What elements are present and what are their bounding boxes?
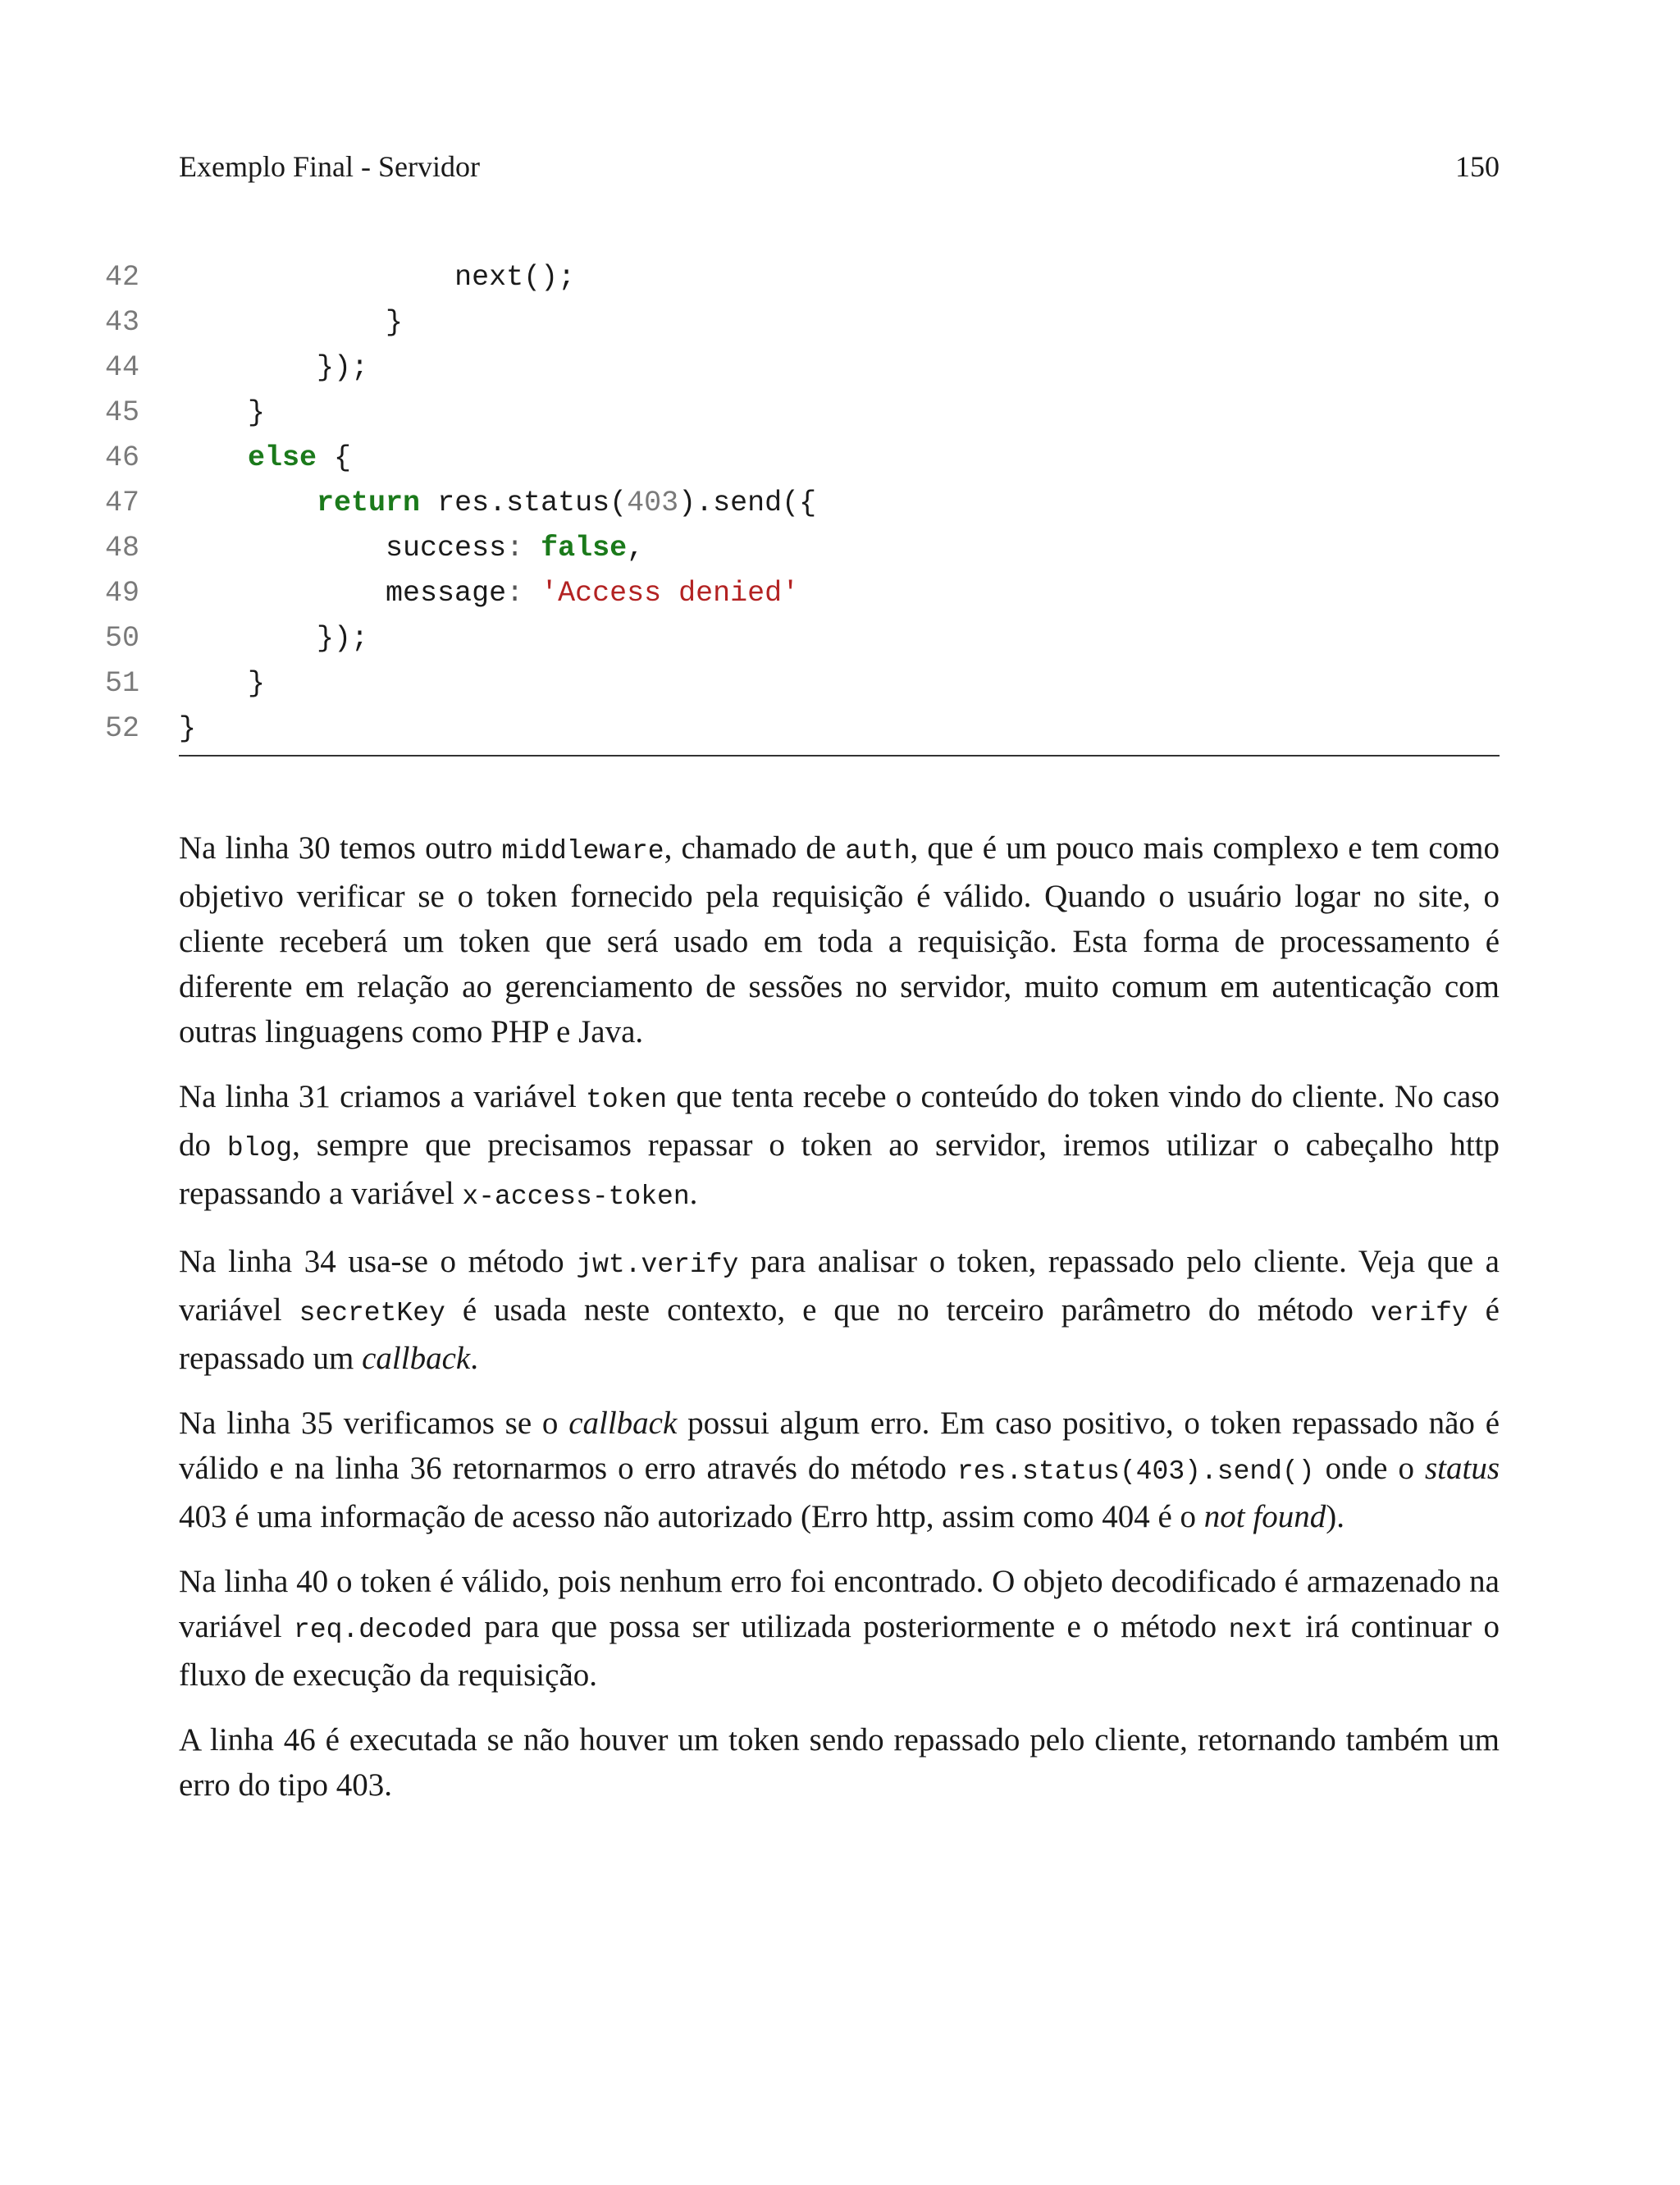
inline-code: token bbox=[586, 1085, 668, 1115]
code-token: 'Access denied' bbox=[541, 577, 800, 610]
body-text bbox=[179, 825, 1500, 1827]
code-line bbox=[0, 436, 1680, 481]
code-token bbox=[523, 577, 541, 610]
line-number: 52 bbox=[104, 712, 139, 745]
code-line bbox=[0, 345, 1680, 391]
emphasis: callback bbox=[568, 1406, 678, 1441]
code-line bbox=[0, 661, 1680, 706]
code-token: success bbox=[386, 532, 507, 565]
code-line bbox=[0, 481, 1680, 526]
code-token: { bbox=[317, 441, 352, 474]
code-token: } bbox=[386, 306, 404, 339]
running-header bbox=[179, 146, 1500, 187]
code-token: }); bbox=[317, 622, 369, 655]
emphasis: callback bbox=[362, 1341, 471, 1376]
inline-code: req.decoded bbox=[294, 1615, 472, 1645]
line-number: 49 bbox=[104, 577, 139, 610]
code-token: , bbox=[627, 532, 645, 565]
code-token bbox=[523, 532, 541, 565]
paragraph: Na linha 30 temos outro middleware, chamado de auth, que é um pouco mais complexo e tem como objetivo verificar se o token fornecido pela requisição é válido. Quando o usuário logar no site, o cliente receberá um token que será usado em toda a requisição. Esta forma de processamento é diferente em relação ao gerenciamento de sessões no servidor, muito comum em autenticação com outras linguagens como PHP e Java. bbox=[179, 830, 1500, 1049]
code-token: 403 bbox=[627, 487, 679, 519]
code-token: false bbox=[541, 532, 628, 565]
code-text bbox=[179, 436, 351, 481]
code-text bbox=[179, 616, 368, 661]
line-number: 51 bbox=[104, 667, 139, 700]
inline-code: middleware bbox=[501, 836, 664, 866]
code-text bbox=[179, 391, 265, 436]
line-number: 44 bbox=[104, 351, 139, 384]
code-token: else bbox=[248, 441, 317, 474]
line-number: 47 bbox=[104, 487, 139, 519]
line-number: 42 bbox=[104, 261, 139, 294]
code-line bbox=[0, 571, 1680, 616]
code-text bbox=[179, 571, 799, 616]
code-token: message bbox=[386, 577, 507, 610]
paragraph: Na linha 34 usa-se o método jwt.verify para analisar o token, repassado pelo cliente. Veja que a variável secretKey é usada neste contexto, e que no terceiro parâmetro do método verify é repassado um callback. bbox=[179, 1244, 1500, 1376]
code-token: return bbox=[317, 487, 421, 519]
code-line bbox=[0, 255, 1680, 300]
code-token: : bbox=[506, 577, 524, 610]
inline-code: blog bbox=[226, 1133, 293, 1163]
code-text bbox=[179, 345, 368, 391]
inline-code: verify bbox=[1370, 1298, 1468, 1328]
code-token: }); bbox=[317, 351, 369, 384]
code-token: next(); bbox=[454, 261, 576, 294]
code-listing bbox=[0, 255, 1680, 752]
code-line bbox=[0, 526, 1680, 571]
code-line bbox=[0, 391, 1680, 436]
page-number: 150 bbox=[1455, 150, 1500, 183]
code-line bbox=[0, 706, 1680, 752]
inline-code: secretKey bbox=[299, 1298, 445, 1328]
code-line bbox=[0, 616, 1680, 661]
code-line bbox=[0, 300, 1680, 345]
code-text bbox=[179, 481, 816, 526]
line-number: 45 bbox=[104, 396, 139, 429]
paragraph: Na linha 31 criamos a variável token que tenta recebe o conteúdo do token vindo do cliente. No caso do blog, sempre que precisamos repassar o token ao servidor, iremos utilizar o cabeçalho http repassando a variável x-access-token. bbox=[179, 1079, 1500, 1212]
code-text bbox=[179, 526, 644, 571]
chapter-title: Exemplo Final - Servidor bbox=[179, 150, 480, 183]
line-number: 48 bbox=[104, 532, 139, 565]
inline-code: next bbox=[1228, 1615, 1294, 1645]
line-number: 46 bbox=[104, 441, 139, 474]
code-text bbox=[179, 661, 265, 706]
inline-code: auth bbox=[845, 836, 911, 866]
code-token: } bbox=[248, 667, 266, 700]
code-text bbox=[179, 706, 196, 752]
paragraph: Na linha 40 o token é válido, pois nenhum erro foi encontrado. O objeto decodificado é armazenado na variável req.decoded para que possa ser utilizada posteriormente e o método next irá continuar o fluxo de execução da requisição. bbox=[179, 1564, 1500, 1693]
code-token: : bbox=[506, 532, 524, 565]
code-text bbox=[179, 300, 403, 345]
inline-code: x-access-token bbox=[462, 1182, 690, 1212]
inline-code: jwt.verify bbox=[576, 1250, 739, 1280]
inline-code: res.status(403).send() bbox=[956, 1456, 1315, 1487]
code-token: ).send({ bbox=[678, 487, 817, 519]
code-token: res.status( bbox=[420, 487, 628, 519]
emphasis: not found bbox=[1203, 1499, 1326, 1534]
code-token: } bbox=[179, 712, 197, 745]
line-number: 50 bbox=[104, 622, 139, 655]
line-number: 43 bbox=[104, 306, 139, 339]
paragraph: Na linha 35 verificamos se o callback possui algum erro. Em caso positivo, o token repassado não é válido e na linha 36 retornarmos o erro através do método res.status(403).send() onde o status 403 é uma informação de acesso não autorizado (Erro http, assim como 404 é o not found). bbox=[179, 1406, 1500, 1534]
code-listing-divider bbox=[179, 755, 1500, 757]
emphasis: status bbox=[1424, 1451, 1500, 1486]
paragraph: A linha 46 é executada se não houver um token sendo repassado pelo cliente, retornando também um erro do tipo 403. bbox=[179, 1722, 1500, 1803]
code-text bbox=[179, 255, 575, 300]
code-token: } bbox=[248, 396, 266, 429]
